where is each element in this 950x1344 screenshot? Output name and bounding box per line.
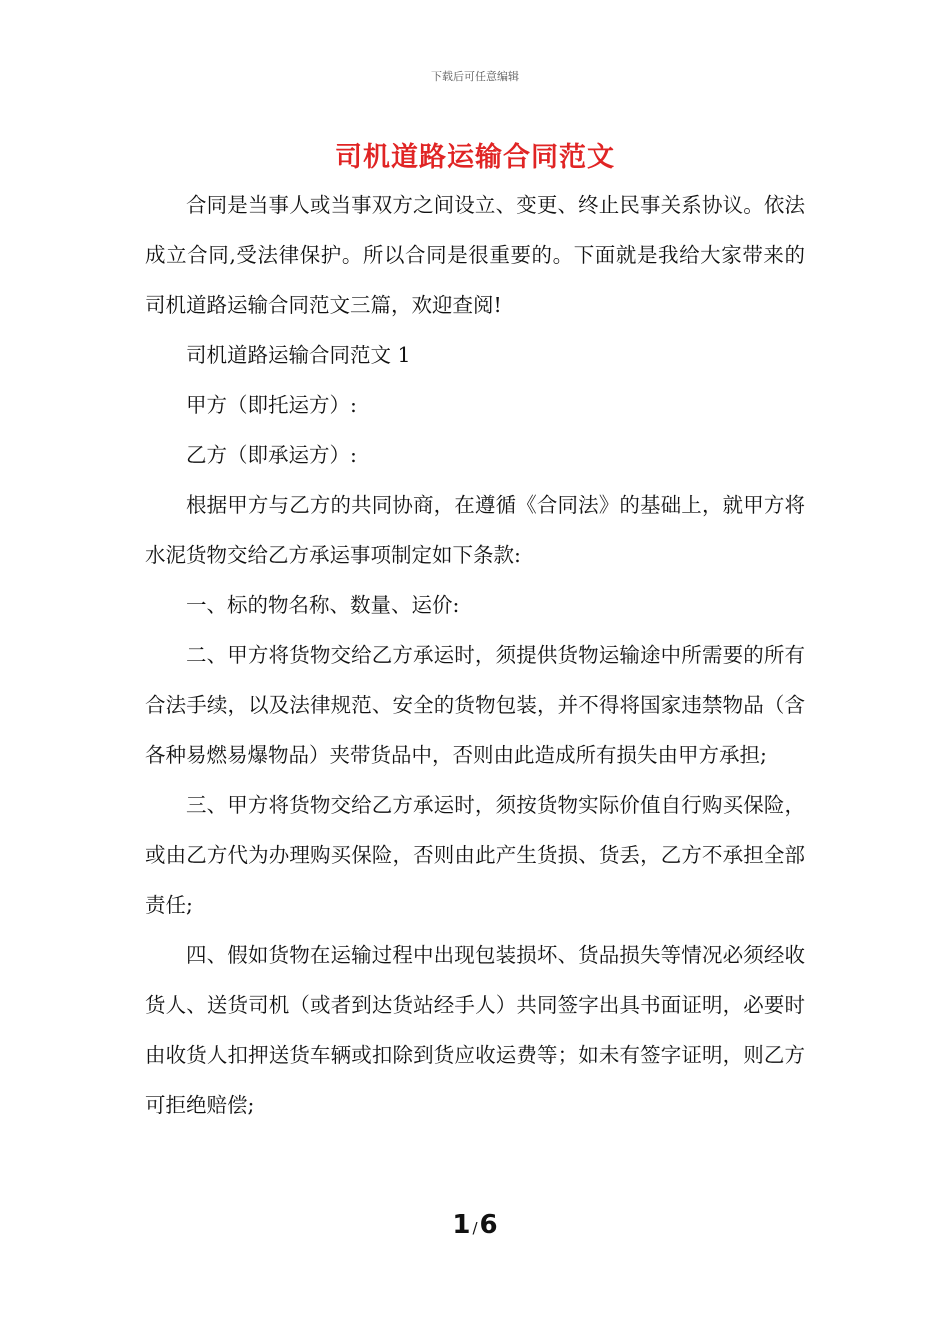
- header-note: 下载后可任意编辑: [431, 70, 519, 83]
- intro-paragraph: 合同是当事人或当事双方之间设立、变更、终止民事关系协议。依法成立合同,受法律保护。所以合同是很重要的。下面就是我给大家带来的司机道路运输合同范文三篇，欢迎查阅!: [145, 193, 805, 317]
- document-title: 司机道路运输合同范文: [335, 142, 615, 173]
- page-separator: /: [472, 1219, 478, 1237]
- clause-1: 一、标的物名称、数量、运价:: [186, 593, 460, 617]
- party-b-line: 乙方（即承运方）:: [186, 443, 357, 467]
- clause-2: 二、甲方将货物交给乙方承运时，须提供货物运输途中所需要的所有合法手续，以及法律规范、安全的货物包装，并不得将国家违禁物品（含各种易燃易爆物品）夹带货品中，否则由此造成所有损失由甲方承担;: [145, 643, 805, 767]
- document-body: [145, 180, 805, 1130]
- total-pages: 6: [479, 1210, 498, 1240]
- party-a-line: 甲方（即托运方）:: [186, 393, 357, 417]
- current-page: 1: [452, 1210, 471, 1240]
- clause-3: 三、甲方将货物交给乙方承运时，须按货物实际价值自行购买保险，或由乙方代为办理购买保险，否则由此产生货损、货丢，乙方不承担全部责任;: [145, 793, 805, 917]
- section-heading: 司机道路运输合同范文 1: [186, 343, 411, 367]
- preamble-paragraph: 根据甲方与乙方的共同协商，在遵循《合同法》的基础上，就甲方将水泥货物交给乙方承运事项制定如下条款:: [145, 493, 805, 567]
- clause-4: 四、假如货物在运输过程中出现包装损坏、货品损失等情况必须经收货人、送货司机（或者到达货站经手人）共同签字出具书面证明，必要时由收货人扣押送货车辆或扣除到货应收运费等；如未有签字证明，则乙方可拒绝赔偿;: [145, 943, 805, 1117]
- page-number: [0, 1210, 950, 1240]
